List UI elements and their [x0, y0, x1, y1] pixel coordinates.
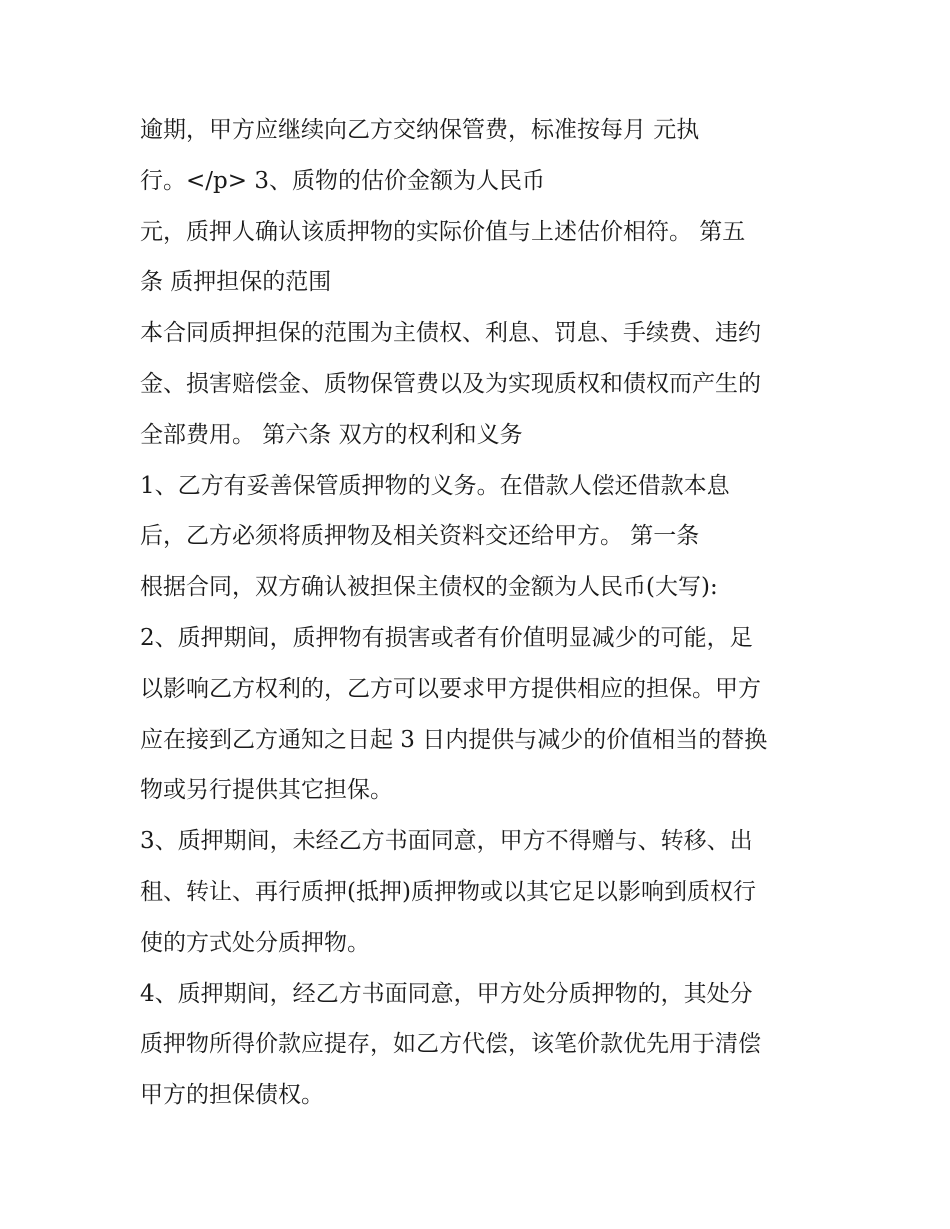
text-line: 质押物所得价款应提存，如乙方代偿，该笔价款优先用于清偿 [140, 1031, 761, 1058]
text-line: 条 质押担保的范围 [140, 269, 332, 296]
text-line: 后，乙方必须将质押物及相关资料交还给甲方。 第一条 [140, 523, 700, 550]
text-line: 物或另行提供其它担保。 [140, 777, 393, 804]
text-line: 行。</p> 3、质物的估价金额为人民币 [140, 167, 545, 194]
text-line: 应在接到乙方通知之日起 3 日内提供与减少的价值相当的替换 [140, 726, 768, 753]
text-line: 4、质押期间，经乙方书面同意，甲方处分质押物的，其处分 [140, 980, 753, 1007]
text-line: 全部费用。 第六条 双方的权利和义务 [140, 421, 523, 448]
text-line: 甲方的担保债权。 [140, 1082, 324, 1109]
contract-body-text [140, 111, 840, 1127]
text-line: 以影响乙方权利的，乙方可以要求甲方提供相应的担保。甲方 [140, 675, 761, 702]
text-line: 逾期，甲方应继续向乙方交纳保管费，标准按每月 元执 [140, 117, 700, 143]
text-line: 2、质押期间，质押物有损害或者有价值明显减少的可能，足 [140, 624, 753, 651]
text-line: 1、乙方有妥善保管质押物的义务。在借款人偿还借款本息 [140, 472, 730, 499]
text-line: 金、损害赔偿金、质物保管费以及为实现质权和债权而产生的 [140, 370, 761, 397]
text-line: 本合同质押担保的范围为主债权、利息、罚息、手续费、违约 [140, 320, 761, 347]
text-line: 元，质押人确认该质押物的实际价值与上述估价相符。 第五 [140, 218, 746, 245]
text-line: 使的方式处分质押物。 [140, 929, 370, 956]
text-line: 租、转让、再行质押(抵押)质押物或以其它足以影响到质权行 [140, 878, 756, 905]
text-line: 3、质押期间，未经乙方书面同意，甲方不得赠与、转移、出 [140, 828, 753, 855]
text-line: 根据合同，双方确认被担保主债权的金额为人民币(大写): [140, 574, 718, 601]
